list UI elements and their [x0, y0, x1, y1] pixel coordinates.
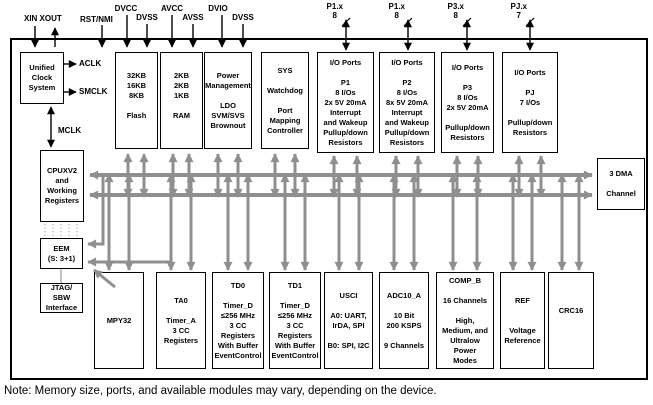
block-ram: 2KB 2KB 1KB RAM: [160, 52, 203, 149]
port-pin-label-p3: P3.x: [447, 2, 464, 11]
pin-label-dvss1: DVSS: [136, 13, 158, 22]
block-td0: TD0 Timer_D ≤256 MHz 3 CC Registers With Buffer EventControl: [212, 272, 264, 369]
block-sys: SYS Watchdog Port Mapping Controller: [261, 52, 309, 149]
block-comp-b: COMP_B 16 Channels High, Medium, and Ultralow Power Modes: [436, 272, 494, 369]
port-pin-label-p1a: P1.x: [326, 2, 343, 11]
bus-width-slashes: [342, 18, 534, 26]
block-mpy32: MPY32: [94, 272, 144, 369]
block-jtag-sbw: JTAG/ SBW Interface: [40, 283, 83, 313]
block-flash: 32KB 16KB 8KB Flash: [115, 52, 158, 149]
clock-label-aclk: ACLK: [79, 59, 102, 68]
pin-label-avss: AVSS: [182, 13, 204, 22]
port-pin-label-p1b: P1.x: [388, 2, 405, 11]
pin-label-dvcc: DVCC: [114, 4, 138, 13]
port-pin-width-pj: 7: [516, 11, 521, 20]
block-adc10-a: ADC10_A 10 Bit 200 KSPS 9 Channels: [379, 272, 429, 369]
block-ref: REF Voltage Reference: [500, 272, 545, 369]
block-io-ports-p2: I/O Ports P2 8 I/Os 8x 5V 20mA Interrupt and Wakeup Pullup/down Resistors: [379, 52, 435, 153]
pin-label-xin-xout: XIN XOUT: [24, 14, 62, 23]
block-usci: USCI A0: UART, IrDA, SPI B0: SPI, I2C: [324, 272, 373, 369]
port-pin-width-p1b: 8: [394, 11, 399, 20]
footer-note: Note: Memory size, ports, and available modules may vary, depending on the device.: [4, 385, 437, 397]
pin-label-rst-nmi: RST/NMI: [80, 15, 113, 24]
block-eem: EEM (S: 3+1): [40, 238, 83, 269]
block-io-ports-p3: I/O Ports P3 8 I/Os 2x 5V 20mA Pullup/down Resistors: [441, 52, 494, 153]
block-td1: TD1 Timer_D ≤256 MHz 3 CC Registers With Buffer EventControl: [269, 272, 321, 369]
pin-label-avcc: AVCC: [160, 4, 184, 13]
block-unified-clock-system: Unified Clock System: [20, 52, 64, 104]
block-crc16: CRC16: [548, 272, 594, 369]
pin-label-dvio: DVIO: [208, 4, 228, 13]
clock-label-smclk: SMCLK: [79, 87, 108, 96]
port-pin-label-pj: PJ.x: [510, 2, 527, 11]
block-dma: 3 DMA Channel: [597, 158, 645, 210]
pin-label-dvss2: DVSS: [232, 13, 254, 22]
block-power-management: Power Management LDO SVM/SVS Brownout: [204, 52, 252, 149]
port-pin-width-p3: 8: [453, 11, 458, 20]
block-io-ports-pj: I/O Ports PJ 7 I/Os Pullup/down Resistors: [502, 52, 558, 153]
port-pin-width-p1a: 8: [332, 11, 337, 20]
block-ta0: TA0 Timer_A 3 CC Registers: [156, 272, 206, 369]
block-io-ports-p1: I/O Ports P1 8 I/Os 2x 5V 20mA Interrupt and Wakeup Pullup/down Resistors: [317, 52, 374, 153]
clock-label-mclk: MCLK: [58, 126, 82, 135]
block-cpu: CPUXV2 and Working Registers: [40, 150, 84, 222]
